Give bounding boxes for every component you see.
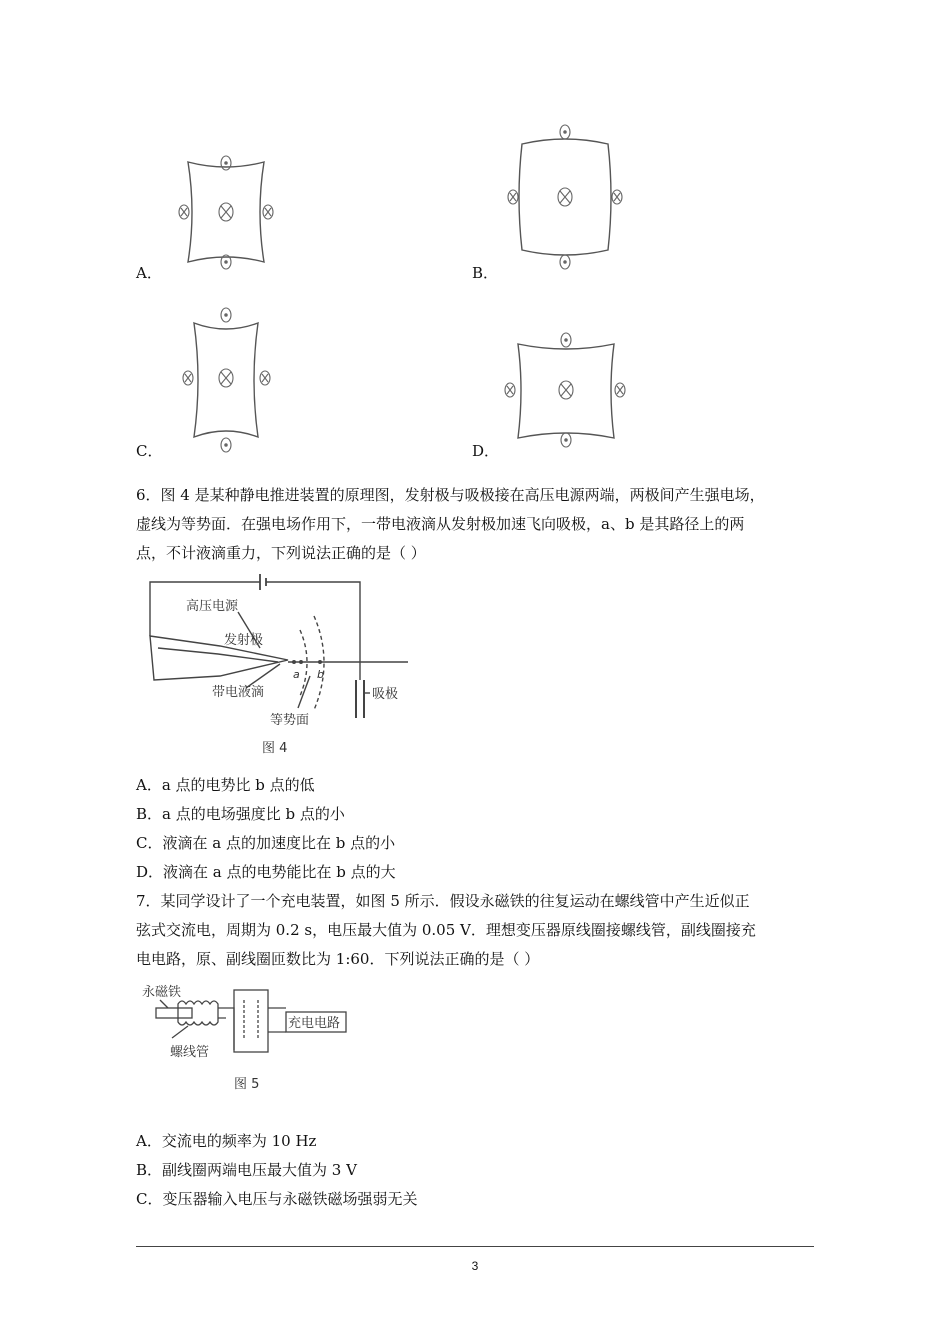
fig4-droplet-label: 带电液滴 (212, 685, 265, 700)
q7-option-b[interactable]: B．副线圈两端电压最大值为 3 V (136, 1161, 357, 1179)
fig4-power-label: 高压电源 (186, 599, 239, 614)
q6-option-c[interactable]: C．液滴在 a 点的加速度比在 b 点的小 (136, 834, 396, 852)
q6-option-d[interactable]: D．液滴在 a 点的电势能比在 b 点的大 (136, 863, 396, 881)
option-b-label[interactable]: B． (472, 264, 499, 282)
fig5-magnet-label: 永磁铁 (142, 985, 182, 1000)
fig5-charger-label: 充电电路 (288, 1016, 341, 1031)
figure-5 (138, 978, 363, 1098)
fig5-caption: 图 5 (234, 1077, 260, 1092)
fig4-point-b: b (317, 668, 324, 681)
q6-option-a[interactable]: A．a 点的电势比 b 点的低 (136, 776, 315, 794)
option-d-label[interactable]: D． (472, 442, 500, 460)
page-number: 3 (471, 1259, 479, 1273)
figure-4 (138, 568, 428, 763)
q6-line-2: 虚线为等势面．在强电场作用下，一带电液滴从发射极加速飞向吸极，a、b 是其路径上的两 (136, 515, 745, 533)
fig4-emitter-label: 发射极 (224, 633, 264, 648)
option-a-label[interactable]: A． (136, 264, 162, 282)
fig4-point-a: a (293, 668, 300, 681)
option-b-figure (500, 122, 630, 277)
q6-line-3: 点，不计液滴重力，下列说法正确的是（ ） (136, 544, 426, 562)
q6-option-b[interactable]: B．a 点的电场强度比 b 点的小 (136, 805, 345, 823)
q7-line-2: 弦式交流电，周期为 0.2 s，电压最大值为 0.05 V．理想变压器原线圈接螺线管，副线圈接充 (136, 921, 756, 939)
q6-line-1: 6．图 4 是某种静电推进装置的原理图，发射极与吸极接在高压电源两端，两极间产生强电场， (136, 486, 765, 504)
q7-line-3: 电电路，原、副线圈匝数比为 1:60．下列说法正确的是（ ） (136, 950, 540, 968)
q7-option-c[interactable]: C．变压器输入电压与永磁铁磁场强弱无关 (136, 1190, 418, 1208)
option-c-label[interactable]: C． (136, 442, 163, 460)
fig4-equipotential-label: 等势面 (270, 713, 310, 728)
option-a-figure (166, 150, 286, 275)
fig5-solenoid-label: 螺线管 (170, 1045, 210, 1060)
fig4-absorber-label: 吸极 (372, 687, 399, 702)
fig4-caption: 图 4 (262, 741, 288, 756)
q7-option-a[interactable]: A．交流电的频率为 10 Hz (136, 1132, 317, 1150)
footer-rule (136, 1246, 814, 1247)
option-d-figure (498, 330, 633, 455)
option-c-figure (166, 305, 286, 455)
q7-line-1: 7．某同学设计了一个充电装置，如图 5 所示．假设永磁铁的往复运动在螺线管中产生近似正 (136, 892, 750, 910)
